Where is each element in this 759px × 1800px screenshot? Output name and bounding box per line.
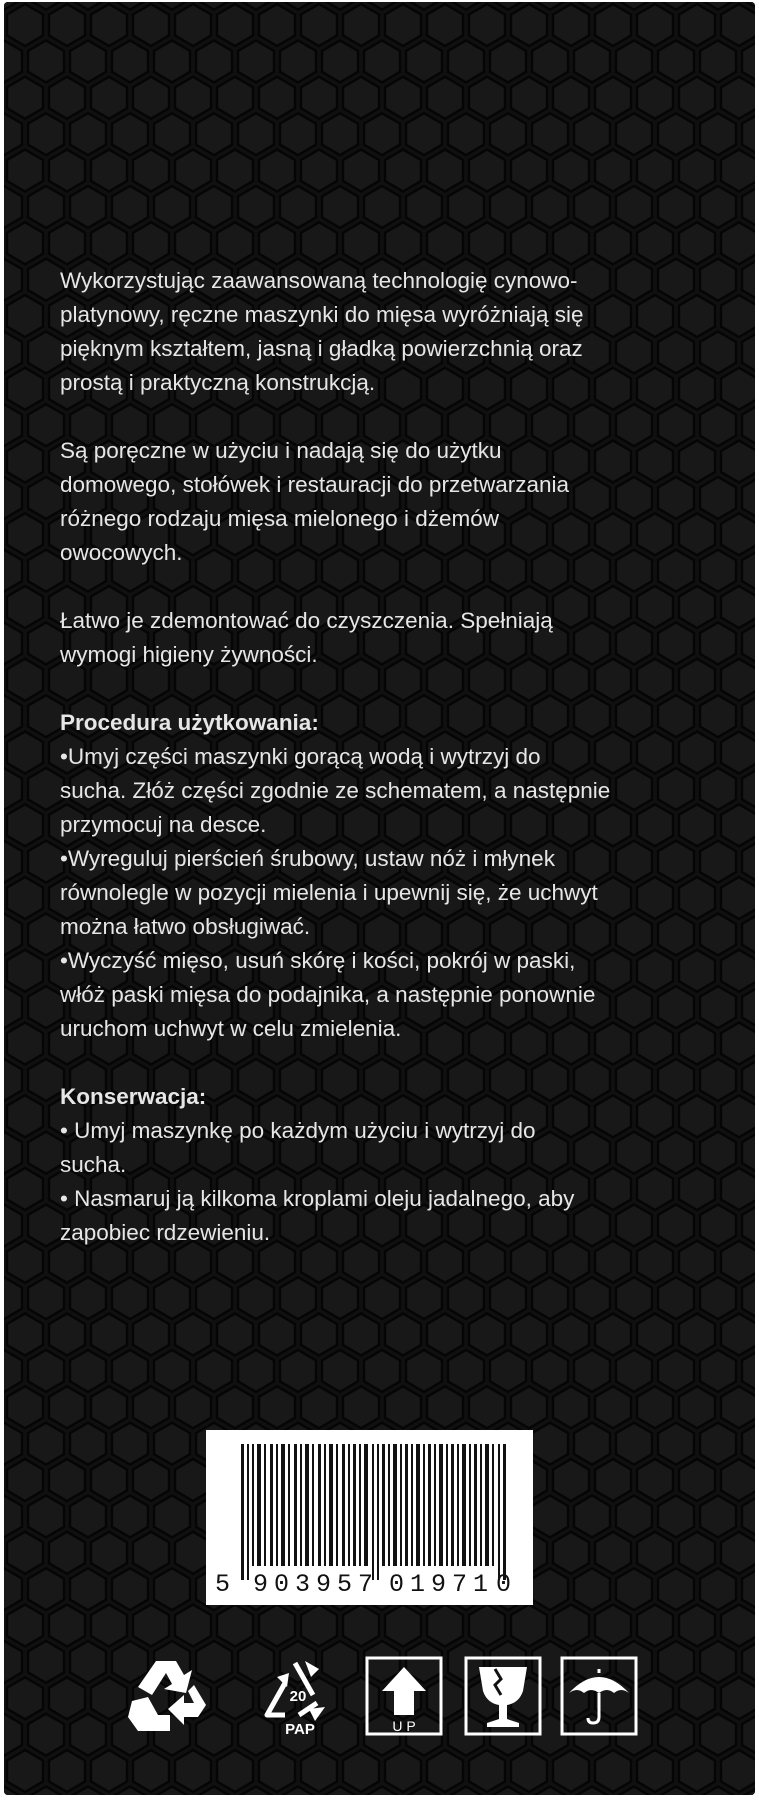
- maintenance-line: • Umyj maszynkę po każdym użyciu i wytrzyj do: [60, 1118, 536, 1143]
- barcode-bar: [318, 1444, 321, 1566]
- barcode-bar: [462, 1444, 466, 1566]
- barcode-bar: [480, 1444, 482, 1566]
- maintenance-section: [60, 1080, 710, 1250]
- barcode-digit: 9: [316, 1570, 332, 1599]
- barcode-bar: [288, 1444, 290, 1566]
- ean-barcode: [206, 1430, 533, 1605]
- barcode-bar: [324, 1444, 326, 1566]
- barcode-bar: [382, 1444, 385, 1566]
- barcode-bar: [300, 1444, 302, 1566]
- barcode-digit: 7: [358, 1570, 374, 1599]
- barcode-bar: [329, 1444, 333, 1566]
- barcode-digit: 0: [496, 1570, 512, 1599]
- pap-symbol: [255, 1655, 345, 1742]
- barcode-bar: [305, 1444, 309, 1566]
- usage-line: równolegle w pozycji mielenia i upewnij się, że uchwyt: [60, 880, 598, 905]
- usage-line: można łatwo obsługiwać.: [60, 914, 311, 939]
- barcode-bar: [451, 1444, 454, 1566]
- barcode-bar: [400, 1444, 402, 1566]
- barcode-digit: 9: [431, 1570, 447, 1599]
- umbrella-icon: [559, 1655, 639, 1737]
- keep-dry-symbol: [559, 1655, 639, 1742]
- fragile-glass-icon: [463, 1655, 543, 1737]
- usage-line: włóż paski mięsa do podajnika, a następnie ponownie: [60, 982, 596, 1007]
- barcode-bar: [372, 1444, 374, 1580]
- text-line: Są poręczne w użyciu i nadają się do użytku: [60, 438, 502, 463]
- barcode-bar: [364, 1444, 368, 1566]
- barcode-bar: [474, 1444, 477, 1566]
- maintenance-line: • Nasmaruj ją kilkoma kroplami oleju jadalnego, aby: [60, 1186, 575, 1211]
- text-line: prostą i praktyczną konstrukcją.: [60, 370, 376, 395]
- barcode-bar: [264, 1444, 266, 1566]
- barcode-bar: [342, 1444, 345, 1566]
- barcode-digit: 3: [295, 1570, 311, 1599]
- barcode-bar: [281, 1444, 285, 1566]
- barcode-bar: [270, 1444, 273, 1566]
- usage-line: •Wyczyść mięso, usuń skórę i kości, pokrój w paski,: [60, 948, 576, 973]
- barcode-bar: [411, 1444, 413, 1566]
- text-line: owocowych.: [60, 540, 183, 565]
- barcode-bar: [405, 1444, 408, 1566]
- barcode-digit: 1: [410, 1570, 426, 1599]
- usage-line: przymocuj na desce.: [60, 812, 267, 837]
- up-label: U P: [392, 1718, 416, 1734]
- barcode-bar: [457, 1444, 459, 1566]
- pap-number: 20: [289, 1688, 307, 1705]
- barcode-digit: 9: [253, 1570, 269, 1599]
- barcode-digits: [206, 1570, 533, 1600]
- description-paragraph-2: [60, 434, 710, 570]
- text-line: domowego, stołówek i restauracji do przetwarzania: [60, 472, 569, 497]
- product-text: [60, 264, 710, 1284]
- barcode-bar: [492, 1444, 494, 1566]
- barcode-bar: [336, 1444, 338, 1566]
- barcode-bar: [498, 1444, 500, 1580]
- barcode-bar: [469, 1444, 471, 1566]
- this-way-up-symbol: [364, 1655, 444, 1742]
- barcode-bar: [241, 1444, 244, 1580]
- usage-line: uruchom uchwyt w celu zmielenia.: [60, 1016, 402, 1041]
- barcode-bar: [485, 1444, 489, 1566]
- barcode-bar: [416, 1444, 420, 1566]
- barcode-digit: 7: [452, 1570, 468, 1599]
- description-paragraph-3: [60, 604, 710, 672]
- text-line: różnego rodzaju mięsa mielonego i dżemów: [60, 506, 499, 531]
- barcode-bar: [359, 1444, 361, 1566]
- description-paragraph-1: [60, 264, 710, 400]
- barcode-bar: [439, 1444, 443, 1566]
- barcode-bar: [348, 1444, 350, 1566]
- usage-line: sucha. Złóż części zgodnie ze schematem, a następnie: [60, 778, 611, 803]
- usage-section: [60, 706, 710, 1046]
- text-line: wymogi higieny żywności.: [60, 642, 318, 667]
- barcode-bar: [428, 1444, 431, 1566]
- barcode-bar: [423, 1444, 425, 1566]
- usage-line: •Wyreguluj pierścień śrubowy, ustaw nóż i młynek: [60, 846, 555, 871]
- text-line: Wykorzystując zaawansowaną technologię cynowo-: [60, 268, 578, 293]
- barcode-digit: 0: [389, 1570, 405, 1599]
- text-line: Łatwo je zdemontować do czyszczenia. Spełniają: [60, 608, 553, 633]
- recycle-icon: [124, 1655, 222, 1737]
- barcode-bar: [393, 1444, 397, 1566]
- text-line: platynowy, ręczne maszynki do mięsa wyróżniają się: [60, 302, 584, 327]
- barcode-bar: [252, 1444, 254, 1566]
- usage-heading: Procedura użytkowania:: [60, 710, 319, 735]
- barcode-bar: [434, 1444, 436, 1566]
- barcode-digit: 5: [215, 1570, 231, 1599]
- barcode-bar: [257, 1444, 261, 1566]
- maintenance-line: sucha.: [60, 1152, 127, 1177]
- usage-line: •Umyj części maszynki gorącą wodą i wytrzyj do: [60, 744, 541, 769]
- recycle-symbol: [124, 1655, 222, 1742]
- barcode-digit: 1: [473, 1570, 489, 1599]
- barcode-bar: [377, 1444, 379, 1580]
- barcode-bar: [503, 1444, 506, 1580]
- barcode-bar: [294, 1444, 297, 1566]
- maintenance-line: zapobiec rdzewieniu.: [60, 1220, 271, 1245]
- this-way-up-icon: [364, 1655, 444, 1737]
- barcode-bar: [312, 1444, 314, 1566]
- maintenance-heading: Konserwacja:: [60, 1084, 207, 1109]
- text-line: pięknym kształtem, jasną i gładką powierzchnią oraz: [60, 336, 583, 361]
- fragile-symbol: [463, 1655, 543, 1742]
- barcode-bar: [388, 1444, 390, 1566]
- barcode-bar: [353, 1444, 356, 1566]
- barcode-bar: [446, 1444, 448, 1566]
- barcode-digit: 0: [274, 1570, 290, 1599]
- barcode-bar: [276, 1444, 278, 1566]
- pap-label: PAP: [285, 1721, 315, 1737]
- barcode-digit: 5: [337, 1570, 353, 1599]
- barcode-bar: [247, 1444, 249, 1580]
- pap-recycle-icon: [255, 1655, 345, 1737]
